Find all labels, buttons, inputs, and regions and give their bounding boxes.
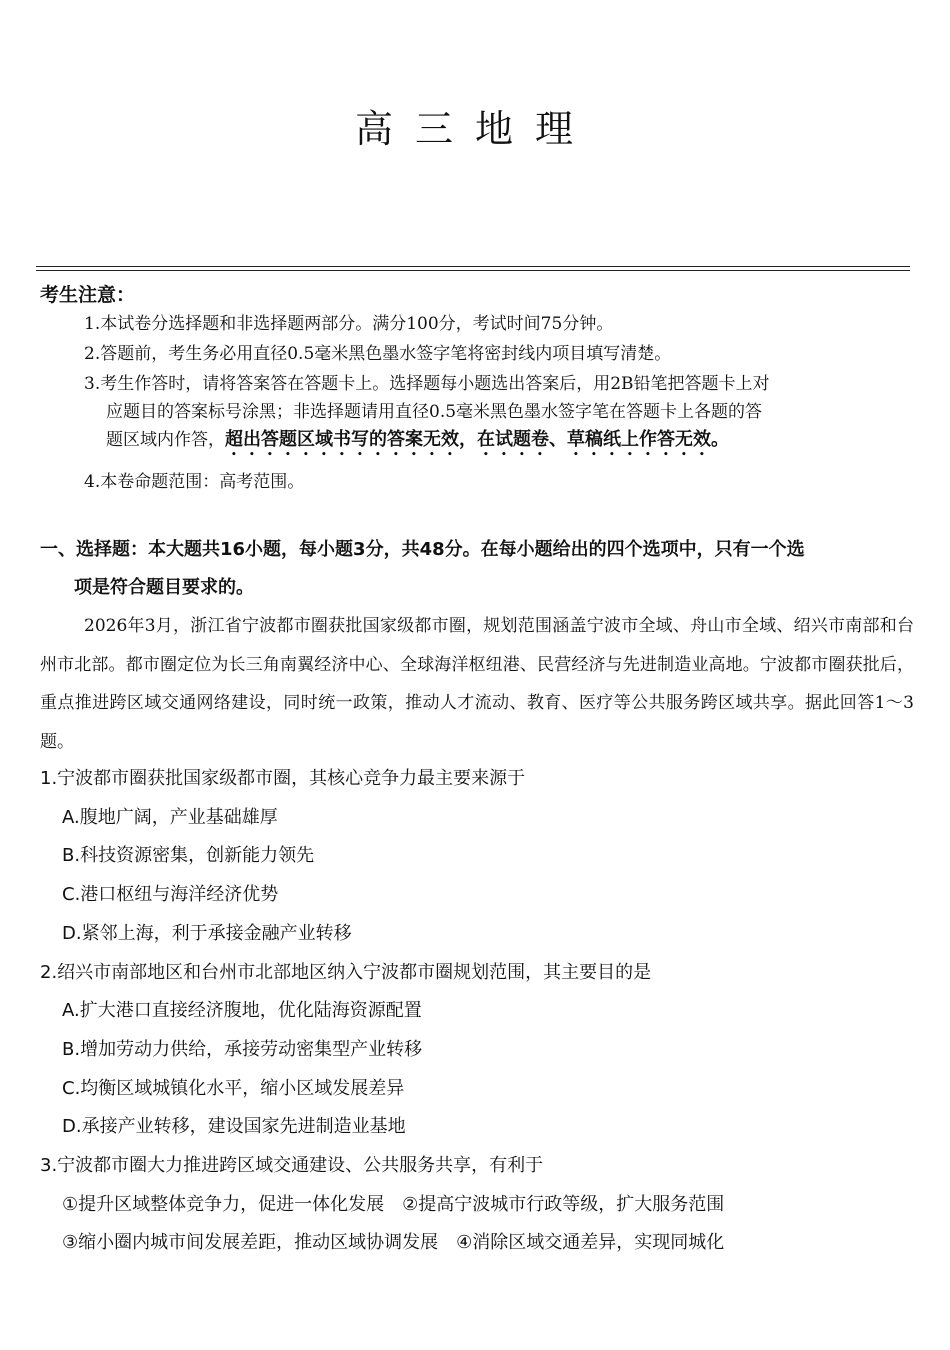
statement-line-1: ①提升区域整体竞争力，促进一体化发展 ②提高宁波城市行政等级，扩大服务范围 (62, 1193, 725, 1215)
notice-item-text: 题区域内作答， (106, 430, 225, 450)
question-stem: 1.宁波都市圈获批国家级都市圈，其核心竞争力最主要来源于 (40, 768, 526, 789)
question-2 (40, 954, 914, 1148)
question-3 (40, 1147, 914, 1263)
notice-item-text: 本卷命题范围：高考范围。 (100, 472, 305, 492)
section-heading (40, 531, 914, 607)
option-b: B.增加劳动力供给，承接劳动密集型产业转移 (62, 1038, 423, 1060)
notice-item-number: 3. (84, 374, 101, 394)
section-heading-line: 一、选择题：本大题共16小题，每小题3分，共48分。在每小题给出的四个选项中，只有一个选 (40, 539, 805, 560)
option-a: A.腹地广阔，产业基础雄厚 (62, 806, 278, 828)
notice-item-number: 2. (84, 344, 101, 364)
option-d: D.承接产业转移，建设国家先进制造业基地 (62, 1116, 406, 1138)
option-b: B.科技资源密集，创新能力领先 (62, 845, 315, 867)
notice-item-4 (84, 468, 914, 496)
notice-heading: 考生注意： (40, 284, 136, 306)
option-c: C.均衡区域城镇化水平，缩小区域发展差异 (62, 1077, 405, 1099)
notice-item-text: 本试卷分选择题和非选择题两部分。满分100分，考试时间75分钟。 (100, 314, 614, 334)
option-c: C.港口枢纽与海洋经济优势 (62, 884, 279, 906)
notice-item-3 (84, 370, 914, 460)
statement-line-2: ③缩小圈内城市间发展差距，推动区域协调发展 ④消除区域交通差异，实现同城化 (62, 1232, 725, 1254)
emphasized-warning: 超出答题区域书写的答案无效，在试题卷、草稿纸上作答无效。 (225, 429, 729, 450)
notice-item-text: 考生作答时，请将答案答在答题卡上。选择题每小题选出答案后，用2B铅笔把答题卡上对 (100, 374, 770, 394)
notice-item-number: 1. (84, 314, 101, 334)
notice-item-2 (84, 340, 914, 368)
divider-top (36, 266, 910, 267)
question-1 (40, 760, 914, 954)
section-heading-line: 项是符合题目要求的。 (74, 577, 254, 598)
divider-bottom (36, 270, 910, 271)
option-d: D.紧邻上海，利于承接金融产业转移 (62, 922, 352, 944)
option-a: A.扩大港口直接经济腹地，优化陆海资源配置 (62, 1000, 422, 1022)
question-list (40, 760, 914, 1263)
reading-passage: 2026年3月，浙江省宁波都市圈获批国家级都市圈，规划范围涵盖宁波市全域、舟山市全域、绍兴市南部和台州市北部。都市圈定位为长三角南翼经济中心、全球海洋枢纽港、民营经济与先进制造业高地。宁波都市圈获批后，重点推进跨区域交通网络建设，同时统一政策，推动人才流动、教育、医疗等公共服务跨区域共享。据此回答1～3题。 (40, 616, 914, 752)
question-stem: 2.绍兴市南部地区和台州市北部地区纳入宁波都市圈规划范围，其主要目的是 (40, 961, 652, 983)
question-stem: 3.宁波都市圈大力推进跨区域交通建设、公共服务共享，有利于 (40, 1155, 544, 1177)
notice-item-text: 应题目的答案标号涂黑；非选择题请用直径0.5毫米黑色墨水签字笔在答题卡上各题的答 (106, 402, 763, 422)
notice-item-number: 4. (84, 472, 101, 492)
page-title: 高三地理 (354, 107, 595, 151)
notice-item-text: 答题前，考生务必用直径0.5毫米黑色墨水签字笔将密封线内项目填写清楚。 (100, 344, 672, 364)
notice-item-1 (84, 310, 914, 338)
